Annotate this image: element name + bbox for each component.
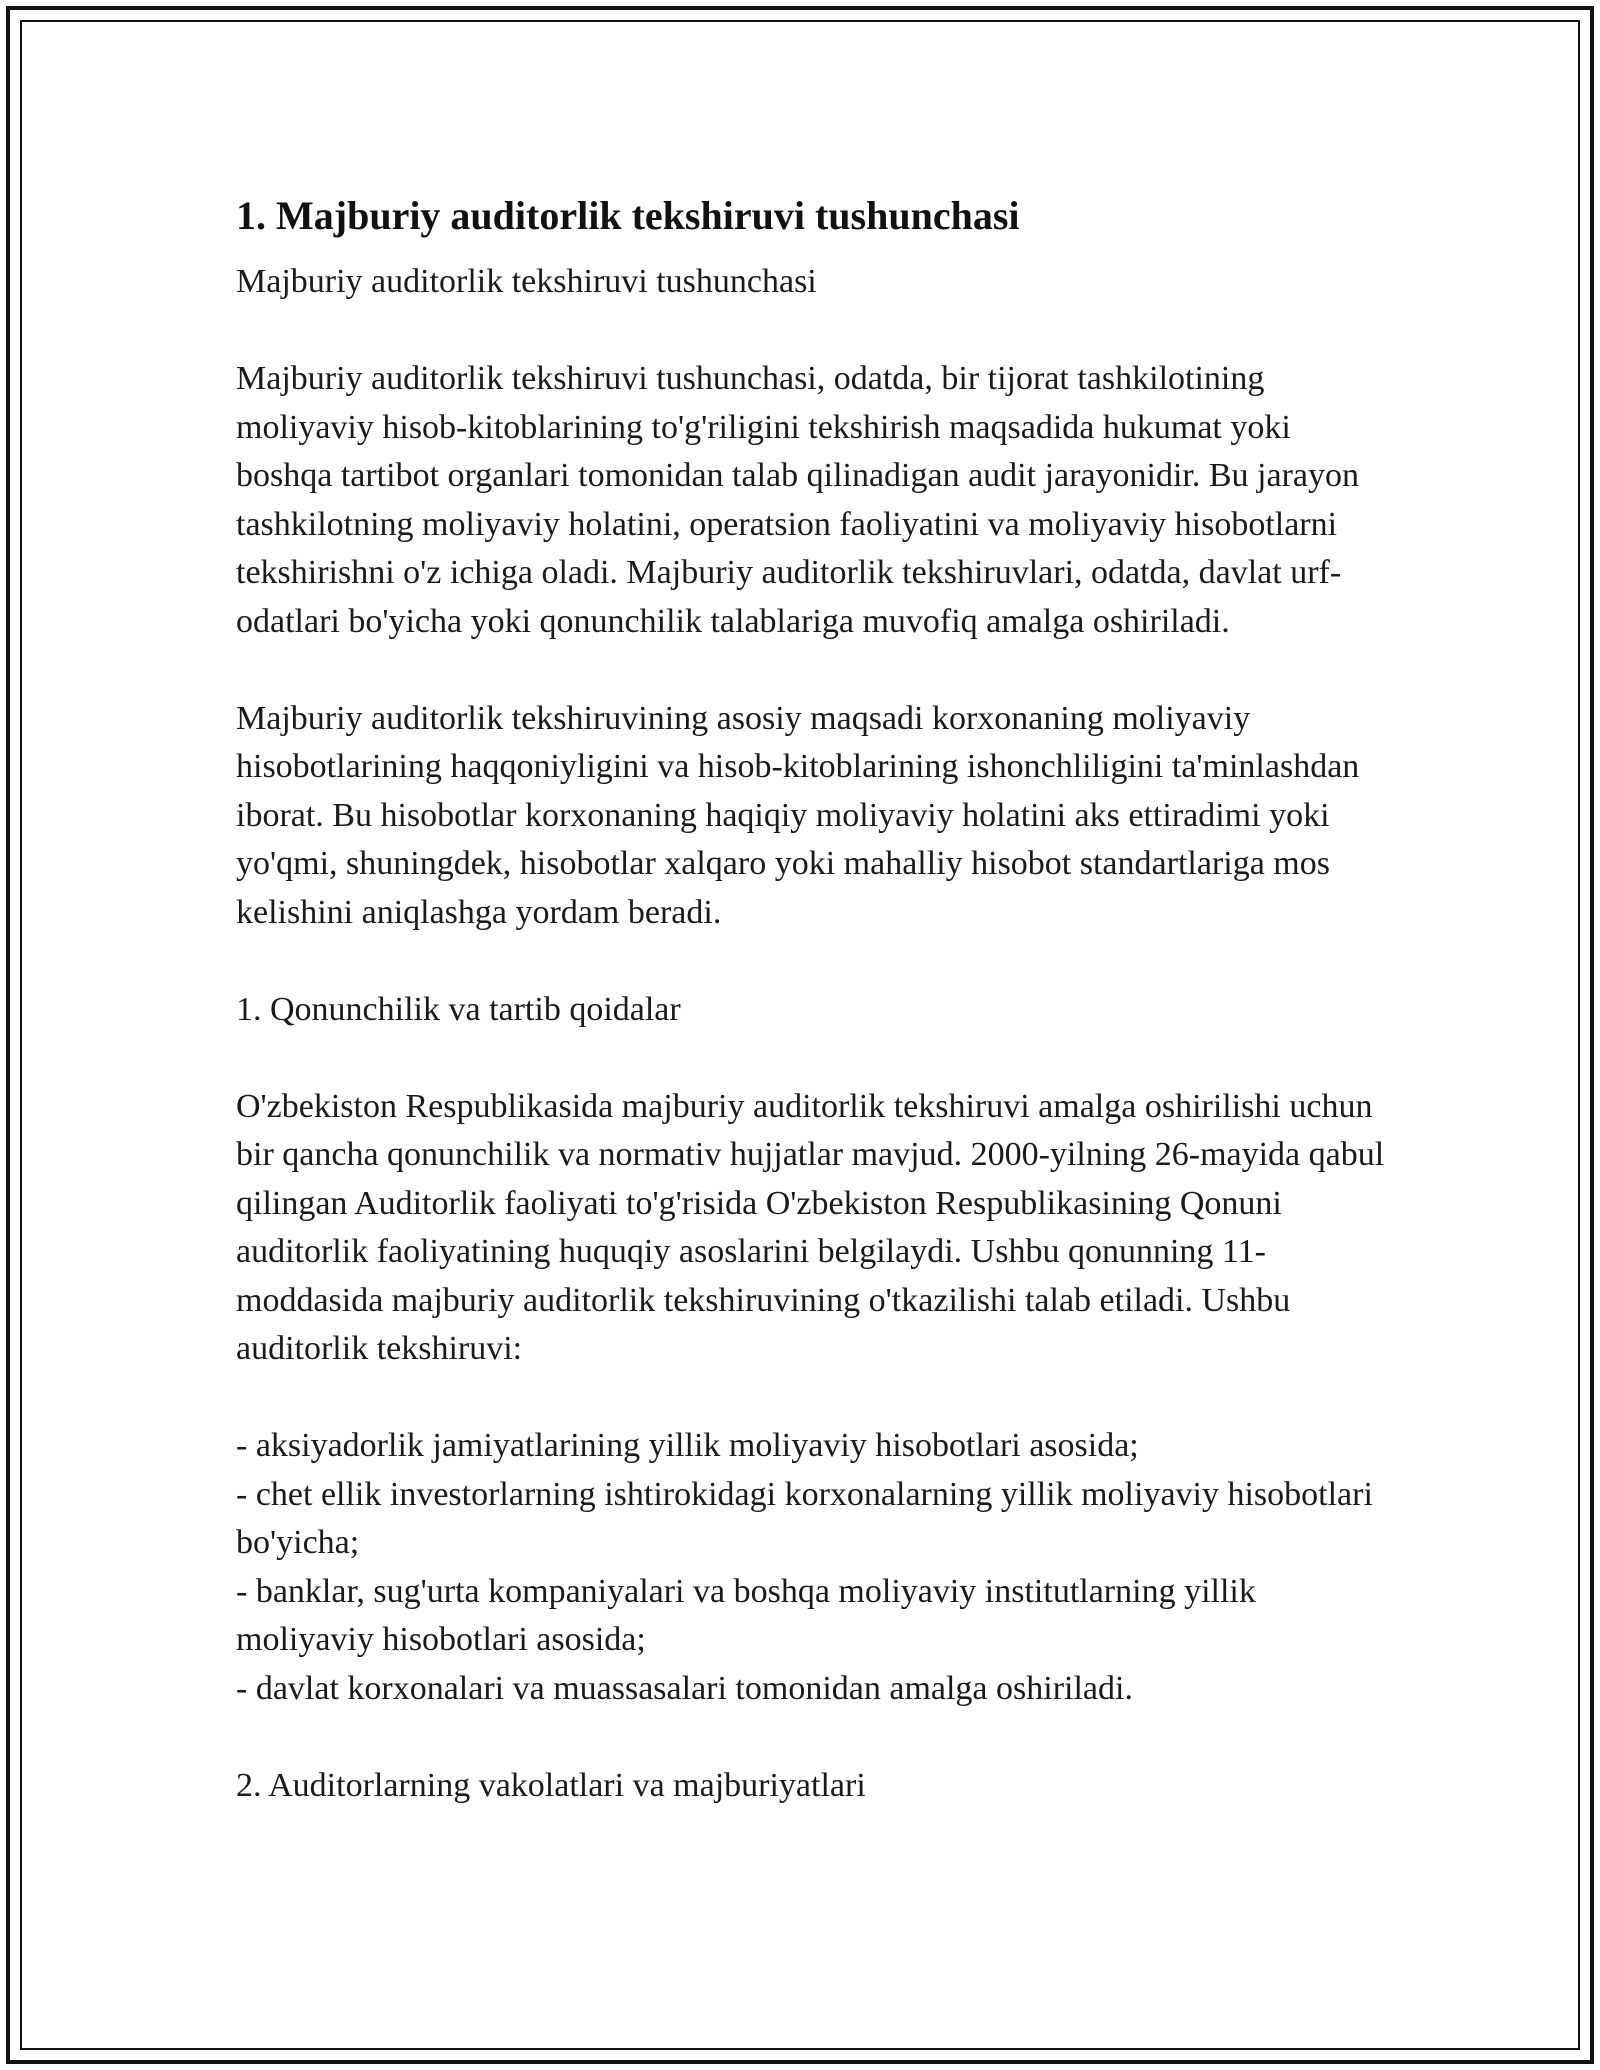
- paragraph-purpose: Majburiy auditorlik tekshiruvining asosiy maqsadi korxonaning moliyaviy hisobotlarining haqqoniyligini va hisob-kitoblarining ishonchliligini ta'minlashdan iborat. Bu hisobotlar korxonaning haqiqiy moliyaviy holatini aks ettiradimi yoki yo'qmi, shuningdek, hisobotlar xalqaro yoki mahalliy hisobot standartlariga mos kelishini aniqlashga yordam beradi.: [236, 699, 1360, 931]
- spacer: [236, 646, 1386, 695]
- audit-subjects-list: [236, 1422, 1386, 1713]
- spacer: [236, 1374, 1386, 1423]
- list-item: - aksiyadorlik jamiyatlarining yillik moliyaviy hisobotlari asosida;: [236, 1427, 1139, 1464]
- paragraph-intro: Majburiy auditorlik tekshiruvi tushunchasi, odatda, bir tijorat tashkilotining moliyaviy hisob-kitoblarining to'g'riligini tekshirish maqsadida hukumat yoki boshqa tartibot organlari tomonidan talab qilinadigan audit jarayonidir. Bu jarayon tashkilotning moliyaviy holatini, operatsion faoliyatini va moliyaviy hisobotlarni tekshirishni o'z ichiga oladi. Majburiy auditorlik tekshiruvlari, odatda, davlat urf-odatlari bo'yicha yoki qonunchilik talablariga muvofiq amalga oshiriladi.: [236, 360, 1359, 640]
- spacer: [236, 1034, 1386, 1083]
- list-item: - banklar, sug'urta kompaniyalari va boshqa moliyaviy institutlarning yillik moliyaviy hisobotlari asosida;: [236, 1572, 1256, 1658]
- document-body: [236, 188, 1386, 1810]
- paragraph-legislation: O'zbekiston Respublikasida majburiy auditorlik tekshiruvi amalga oshirilishi uchun bir qancha qonunchilik va normativ hujjatlar mavjud. 2000-yilning 26-mayida qabul qilingan Auditorlik faoliyati to'g'risida O'zbekiston Respublikasining Qonuni auditorlik faoliyatining huquqiy asoslarini belgilaydi. Ushbu qonunning 11-moddasida majburiy auditorlik tekshiruvining o'tkazilishi talab etiladi. Ushbu auditorlik tekshiruvi:: [236, 1087, 1385, 1367]
- section-title-auditors: 2. Auditorlarning vakolatlari va majburiyatlari: [236, 1766, 866, 1804]
- section-title-legislation: 1. Qonunchilik va tartib qoidalar: [236, 990, 681, 1028]
- spacer: [236, 937, 1386, 986]
- spacer: [236, 307, 1386, 356]
- document-heading: 1. Majburiy auditorlik tekshiruvi tushunchasi: [236, 193, 1020, 238]
- spacer: [236, 1713, 1386, 1762]
- document-subtitle: Majburiy auditorlik tekshiruvi tushunchasi: [236, 263, 817, 300]
- list-item: - chet ellik investorlarning ishtirokidagi korxonalarning yillik moliyaviy hisobotlari bo'yicha;: [236, 1475, 1373, 1561]
- list-item: - davlat korxonalari va muassasalari tomonidan amalga oshiriladi.: [236, 1669, 1133, 1707]
